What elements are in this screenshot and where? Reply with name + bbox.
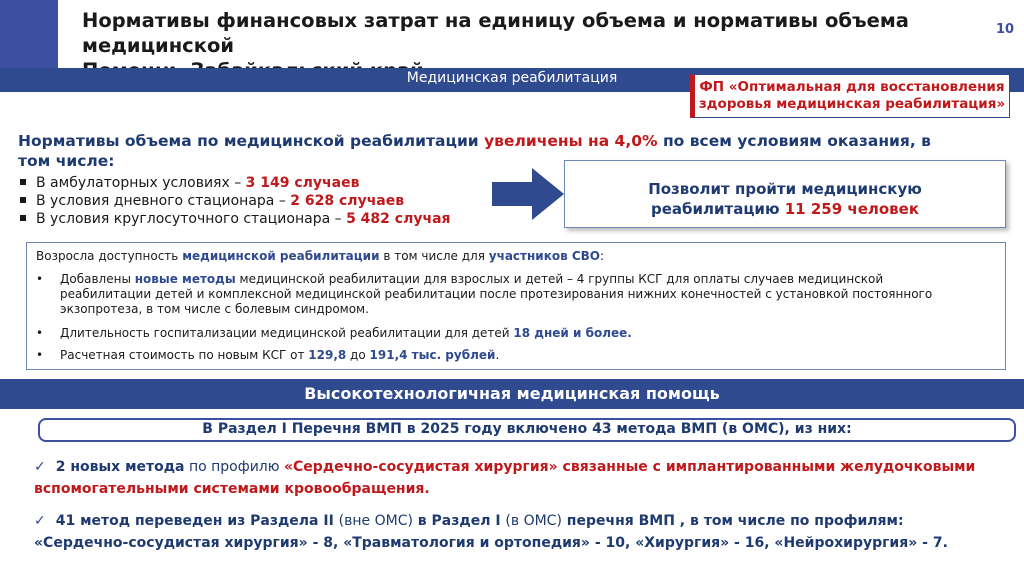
access-item-methods: [36, 272, 990, 317]
access-item2-a: Длительность госпитализации медицинской реабилитации для детей: [60, 326, 514, 340]
vmp-item1-d: вспомогательными системами кровообращения.: [34, 481, 430, 497]
vmp-item-new-methods: [34, 456, 1002, 500]
vmp-subheader: В Раздел I Перечня ВМП в 2025 году включено 43 метода ВМП (в ОМС), из них:: [202, 421, 852, 437]
result-line2: [564, 200, 1006, 218]
headline-part1: Нормативы объема по медицинской реабилитации: [18, 132, 485, 150]
vmp-item2-a: 41 метод: [55, 513, 131, 529]
bullet-round-clock-hospital: [18, 210, 451, 228]
access-item-cost: [36, 348, 500, 363]
access-item3-c: до: [346, 348, 370, 362]
access-item3-to: 191,4 тыс. рублей: [369, 348, 496, 362]
vmp-item2-d: в Раздел I: [412, 513, 506, 529]
result-line1: Позволит пройти медицинскую: [648, 180, 922, 198]
access-intro-svo: участников СВО: [488, 249, 601, 263]
result-prefix: реабилитацию: [650, 200, 785, 218]
bullet-text: В условия круглосуточного стационара –: [36, 211, 347, 227]
bullet-square: [20, 179, 26, 185]
access-intro: [36, 249, 604, 264]
access-item3-from: 129,8: [308, 348, 347, 362]
headline-part4: том числе:: [18, 152, 115, 170]
bullet-text: В условия дневного стационара –: [36, 193, 291, 209]
header-accent-bar: [0, 0, 58, 68]
bullet-dot: •: [36, 348, 44, 362]
access-item1-a: Добавлены: [60, 272, 135, 286]
vmp-item2-f: перечня ВМП , в том числе по профилям:: [561, 513, 904, 529]
vmp-item2-e: (в ОМС): [505, 513, 562, 529]
federal-project-line2: здоровья медицинская реабилитация»: [698, 96, 1006, 112]
access-intro-c: в том числе для: [379, 249, 489, 263]
vmp-item1-a: 2 новых метода: [55, 459, 185, 475]
access-item1-c: медицинской реабилитации для взрослых и детей – 4 группы КСГ для оплаты случаев медицинской: [235, 272, 884, 286]
hitech-section-title: Высокотехнологичная медицинская помощь: [304, 384, 720, 403]
check-icon: ✓: [34, 513, 46, 529]
headline-increase: увеличены на 4,0%: [484, 132, 658, 150]
vmp-item2-b: переведен из Раздела II: [130, 513, 339, 529]
rehab-section-title: Медицинская реабилитация: [406, 70, 618, 86]
access-item-duration: [36, 326, 632, 341]
access-item1-e: экзопротеза, в том числе с болевым синдромом.: [60, 302, 369, 316]
bullet-value: 5 482 случая: [346, 211, 451, 227]
access-intro-b: медицинской реабилитации: [182, 249, 380, 263]
page-title-line1: Нормативы финансовых затрат на единицу объема и нормативы объема медицинской: [82, 9, 909, 57]
vmp-item2-profiles: «Сердечно-сосудистая хирургия» - 8, «Травматология и ортопедия» - 10, «Хирургия» - 16, «Нейрохирургия» - 7.: [34, 535, 948, 551]
federal-project-line1: ФП «Оптимальная для восстановления: [699, 79, 1005, 95]
access-intro-e: :: [600, 249, 605, 263]
access-item1-new-methods: новые методы: [134, 272, 236, 286]
bullet-text: В амбулаторных условиях –: [36, 175, 246, 191]
bullet-day-hospital: [18, 192, 404, 210]
vmp-item1-b: по профилю: [184, 459, 284, 475]
bullet-value: 2 628 случаев: [290, 193, 405, 209]
bullet-value: 3 149 случаев: [245, 175, 360, 191]
access-item3-e: .: [495, 348, 500, 362]
headline-part3: по всем условиям оказания, в: [657, 132, 931, 150]
vmp-item1-profile: «Сердечно-сосудистая хирургия» связанные с имплантированными желудочковыми: [283, 459, 976, 475]
result-suffix: человек: [842, 200, 920, 218]
access-item1-d: реабилитации детей и комплексной медицинской реабилитации после протезирования нижних конечностей с установкой постоянного: [60, 287, 933, 301]
bullet-square: [20, 215, 26, 221]
bullet-square: [20, 197, 26, 203]
right-arrow-icon: [492, 168, 564, 220]
vmp-item2-c: (вне ОМС): [338, 513, 413, 529]
result-people-count: 11 259: [784, 200, 843, 218]
vmp-item-transferred: [34, 510, 1002, 554]
bullet-outpatient: [18, 174, 359, 192]
access-item3-a: Расчетная стоимость по новым КСГ от: [60, 348, 309, 362]
page-number: 10: [996, 22, 1015, 37]
check-icon: ✓: [34, 459, 46, 475]
access-intro-a: Возросла доступность: [36, 249, 183, 263]
access-item2-days: 18 дней и более.: [513, 326, 632, 340]
bullet-dot: •: [36, 272, 44, 286]
bullet-dot: •: [36, 326, 44, 340]
